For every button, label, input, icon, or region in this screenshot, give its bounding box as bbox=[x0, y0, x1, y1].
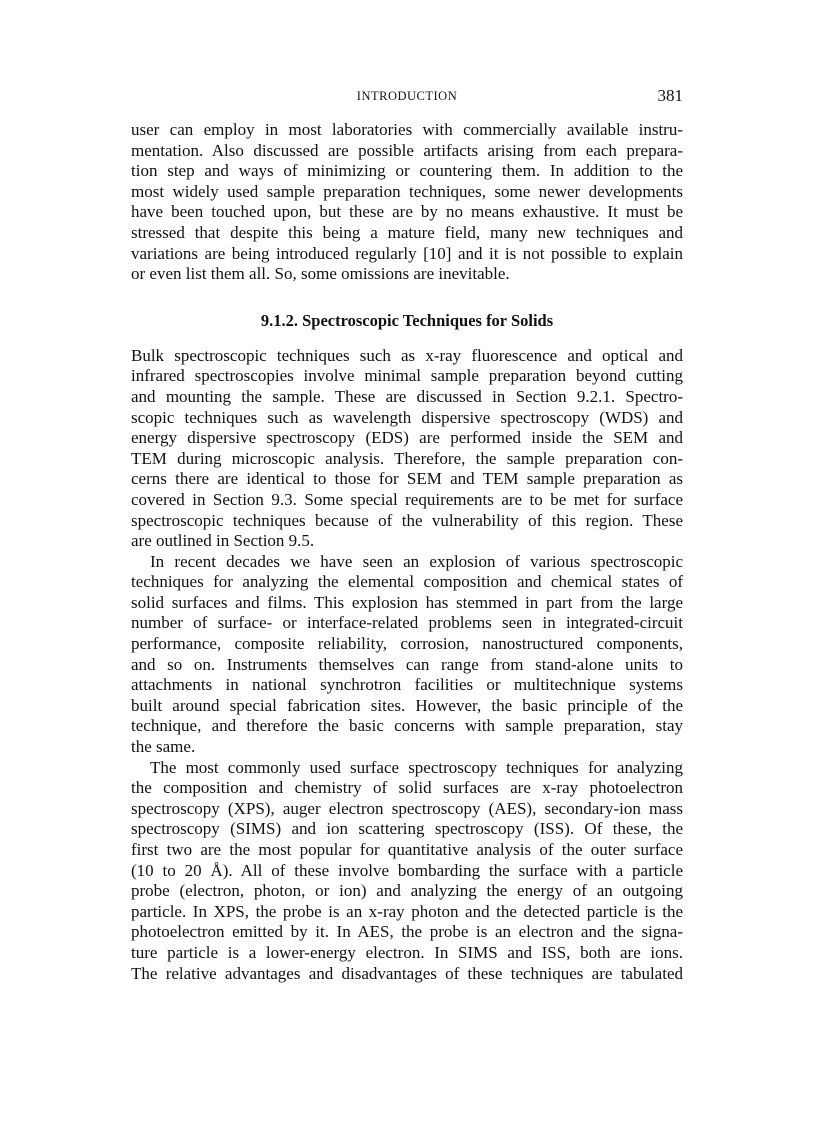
text-line: tion step and ways of minimizing or countering them. In addition to the bbox=[131, 161, 683, 181]
text-line: Bulk spectroscopic techniques such as x-ray fluorescence and optical and bbox=[131, 345, 683, 365]
text-line: cerns there are identical to those for SEM and TEM sample preparation as bbox=[131, 469, 683, 489]
running-title: INTRODUCTION bbox=[356, 89, 458, 103]
text-line: technique, and therefore the basic concerns with sample preparation, stay bbox=[131, 716, 683, 736]
text-line: The relative advantages and disadvantages of these techniques are tabulated bbox=[131, 963, 683, 983]
text-line: (10 to 20 Å). All of these involve bombarding the surface with a particle bbox=[131, 860, 683, 880]
text-line: The most commonly used surface spectroscopy techniques for analyzing bbox=[150, 757, 683, 777]
text-line: TEM during microscopic analysis. Therefore, the sample preparation con- bbox=[131, 448, 683, 468]
text-line: techniques for analyzing the elemental composition and chemical states of bbox=[131, 572, 683, 592]
paragraphs-before-heading bbox=[131, 120, 683, 285]
text-line: and mounting the sample. These are discussed in Section 9.2.1. Spectro- bbox=[131, 386, 683, 406]
text-line: and so on. Instruments themselves can range from stand-alone units to bbox=[131, 654, 683, 674]
text-line: most widely used sample preparation techniques, some newer developments bbox=[131, 181, 683, 201]
page-header bbox=[131, 86, 683, 106]
text-line: spectroscopic techniques because of the vulnerability of this region. These bbox=[131, 510, 683, 530]
text-line: performance, composite reliability, corrosion, nanostructured components, bbox=[131, 634, 683, 654]
text-line: or even list them all. So, some omissions are inevitable. bbox=[131, 264, 510, 284]
section-heading: 9.1.2. Spectroscopic Techniques for Solids bbox=[260, 310, 554, 330]
page-number: 381 bbox=[657, 86, 683, 105]
paragraphs-after-heading bbox=[131, 346, 683, 984]
text-line: variations are being introduced regularly [10] and it is not possible to explain bbox=[131, 243, 683, 263]
text-line: attachments in national synchrotron facilities or multitechnique systems bbox=[131, 675, 683, 695]
text-line: infrared spectroscopies involve minimal sample preparation beyond cutting bbox=[131, 366, 683, 386]
paragraph bbox=[131, 346, 683, 552]
text-line: stressed that despite this being a mature field, many new techniques and bbox=[131, 222, 683, 242]
text-line: spectroscopy (SIMS) and ion scattering spectroscopy (ISS). Of these, the bbox=[131, 819, 683, 839]
text-line: built around special fabrication sites. However, the basic principle of the bbox=[131, 695, 683, 715]
paragraph bbox=[131, 758, 683, 985]
text-line: energy dispersive spectroscopy (EDS) are performed inside the SEM and bbox=[131, 428, 683, 448]
text-line: particle. In XPS, the probe is an x-ray photon and the detected particle is the bbox=[131, 901, 683, 921]
text-line: have been touched upon, but these are by no means exhaustive. It must be bbox=[131, 202, 683, 222]
text-line: spectroscopy (XPS), auger electron spectroscopy (AES), secondary-ion mass bbox=[131, 798, 683, 818]
text-line: first two are the most popular for quantitative analysis of the outer surface bbox=[131, 840, 683, 859]
paragraph bbox=[131, 120, 683, 285]
text-line: are outlined in Section 9.5. bbox=[131, 531, 315, 551]
text-line: number of surface- or interface-related problems seen in integrated-circuit bbox=[131, 613, 683, 633]
text-line: solid surfaces and films. This explosion has stemmed in part from the large bbox=[131, 592, 683, 612]
paragraph bbox=[131, 552, 683, 758]
text-line: photoelectron emitted by it. In AES, the probe is an electron and the signa- bbox=[131, 922, 683, 942]
text-line: probe (electron, photon, or ion) and analyzing the energy of an outgoing bbox=[131, 881, 683, 901]
text-line: covered in Section 9.3. Some special requirements are to be met for surface bbox=[131, 489, 683, 509]
text-line: the same. bbox=[131, 737, 196, 757]
text-line: ture particle is a lower-energy electron. In SIMS and ISS, both are ions. bbox=[131, 942, 683, 962]
text-line: user can employ in most laboratories with commercially available instru- bbox=[131, 120, 683, 139]
page-body bbox=[131, 120, 683, 984]
text-line: scopic techniques such as wavelength dispersive spectroscopy (WDS) and bbox=[131, 407, 683, 427]
text-line: mentation. Also discussed are possible artifacts arising from each prepara- bbox=[131, 140, 683, 160]
text-line: In recent decades we have seen an explosion of various spectroscopic bbox=[150, 551, 683, 571]
text-line: the composition and chemistry of solid surfaces are x-ray photoelectron bbox=[131, 778, 683, 798]
